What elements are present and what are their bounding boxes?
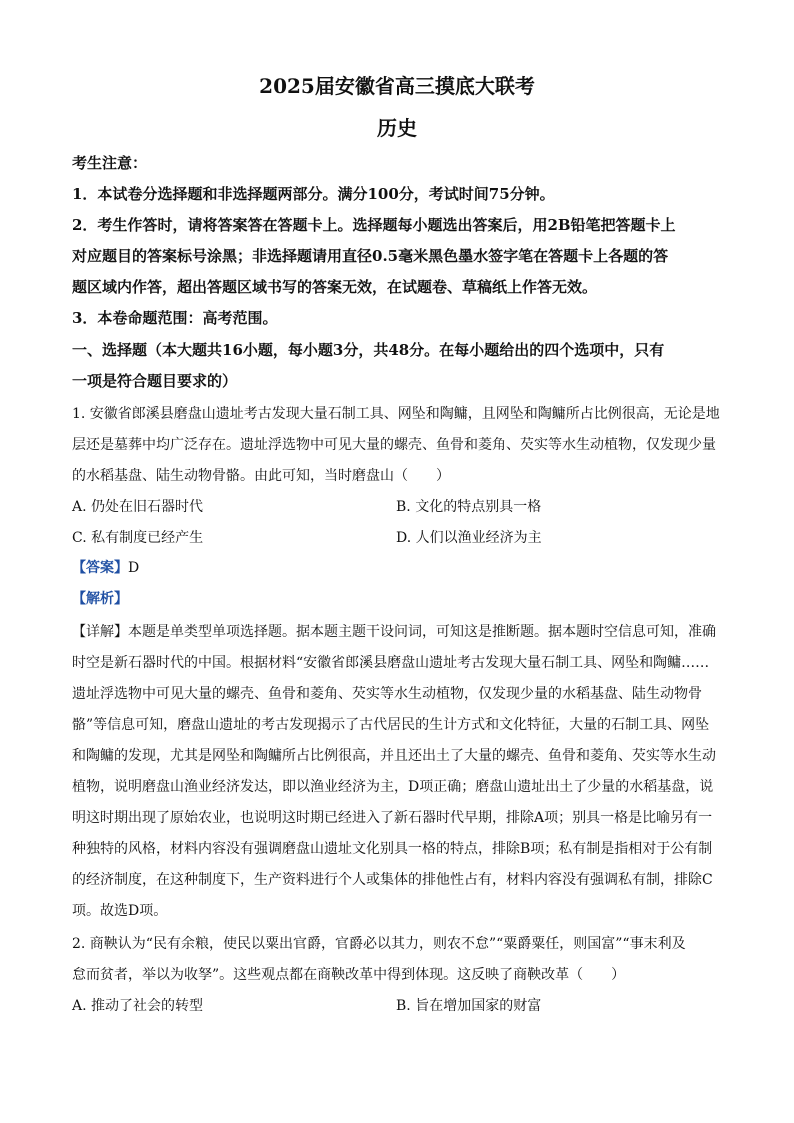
section-heading: 一、选择题（本大题共16小题，每小题3分，共48分。在每小题给出的四个选项中，只有	[72, 341, 665, 359]
notice-line: 2．考生作答时，请将答案答在答题卡上。选择题每小题选出答案后，用2B铅笔把答题卡上	[72, 216, 676, 234]
detail-text: 遗址浮选物中可见大量的螺壳、鱼骨和菱角、芡实等水生动植物，仅发现少量的水稻基盘、陆生动物骨	[72, 686, 702, 702]
option-c: C. 私有制度已经产生	[72, 530, 204, 546]
analysis-line	[72, 588, 724, 608]
exam-title: 2025届安徽省高三摸底大联考	[259, 74, 535, 98]
subject-title: 历史	[377, 116, 417, 140]
option-a: A. 仍处在旧石器时代	[72, 499, 204, 515]
detail-line	[72, 621, 724, 641]
option-a: A. 推动了社会的转型	[72, 998, 204, 1014]
detail-text: 和陶鳙的发现，尤其是网坠和陶鳙所占比例很高，并且还出土了大量的螺壳、鱼骨和菱角、芡实等水生动	[72, 748, 716, 764]
option-b: B. 旨在增加国家的财富	[396, 998, 542, 1014]
detail-text: 骼”等信息可知，磨盘山遗址的考古发现揭示了古代居民的生计方式和文化特征，大量的石制工具、网坠	[72, 717, 710, 733]
answer-line	[72, 557, 724, 577]
question-stem: 层还是墓葬中均广泛存在。遗址浮选物中可见大量的螺壳、鱼骨和菱角、芡实等水生动植物，仅发现少量	[72, 437, 716, 453]
notice-heading: 考生注意：	[72, 154, 148, 172]
notice-line: 对应题目的答案标号涂黑；非选择题请用直径0.5毫米黑色墨水签字笔在答题卡上各题的答	[72, 247, 669, 265]
detail-text: 时空是新石器时代的中国。根据材料“安徽省郎溪县磨盘山遗址考古发现大量石制工具、网坠和陶鳙……	[72, 655, 710, 671]
detail-text: 的经济制度，在这种制度下，生产资料进行个人或集体的排他性占有，材料内容没有强调私有制，排除C	[72, 872, 713, 888]
notice-line: 题区域内作答，超出答题区域书写的答案无效，在试题卷、草稿纸上作答无效。	[72, 278, 598, 296]
question-stem: 怠而贫者，举以为收孥”。这些观点都在商鞅改革中得到体现。这反映了商鞅改革（ ）	[72, 967, 626, 983]
detail-text: 种独特的风格，材料内容没有强调磨盘山遗址文化别具一格的特点，排除B项；私有制是指相对于公有制	[72, 841, 713, 857]
notice-line: 3．本卷命题范围：高考范围。	[72, 309, 278, 327]
detail-text: 本题是单类型单项选择题。据本题主题干设问词，可知这是推断题。据本题时空信息可知，准确	[128, 624, 716, 640]
detail-text: 植物，说明磨盘山渔业经济发达，即以渔业经济为主，D项正确；磨盘山遗址出土了少量的水稻基盘，说	[72, 779, 714, 795]
detail-tag: 【详解】	[72, 624, 128, 640]
section-heading: 一项是符合题目要求的）	[72, 372, 238, 390]
answer-value: D	[128, 560, 140, 576]
option-b: B. 文化的特点别具一格	[396, 499, 542, 515]
detail-text: 项。故选D项。	[72, 903, 168, 919]
analysis-tag: 【解析】	[72, 591, 128, 607]
option-d: D. 人们以渔业经济为主	[396, 530, 542, 546]
notice-line: 1．本试卷分选择题和非选择题两部分。满分100分，考试时间75分钟。	[72, 185, 555, 203]
question-stem: 1. 安徽省郎溪县磨盘山遗址考古发现大量石制工具、网坠和陶鳙，且网坠和陶鳙所占比例很高，无论是地	[72, 406, 720, 422]
question-stem: 2. 商鞅认为“民有余粮，使民以粟出官爵，官爵必以其力，则农不怠”“粟爵粟任，则国富”“事末利及	[72, 936, 686, 952]
answer-tag: 【答案】	[72, 560, 128, 576]
detail-text: 明这时期出现了原始农业，也说明这时期已经进入了新石器时代早期，排除A项；别具一格是比喻另有一	[72, 810, 713, 826]
question-stem: 的水稻基盘、陆生动物骨骼。由此可知，当时磨盘山（ ）	[72, 468, 450, 484]
